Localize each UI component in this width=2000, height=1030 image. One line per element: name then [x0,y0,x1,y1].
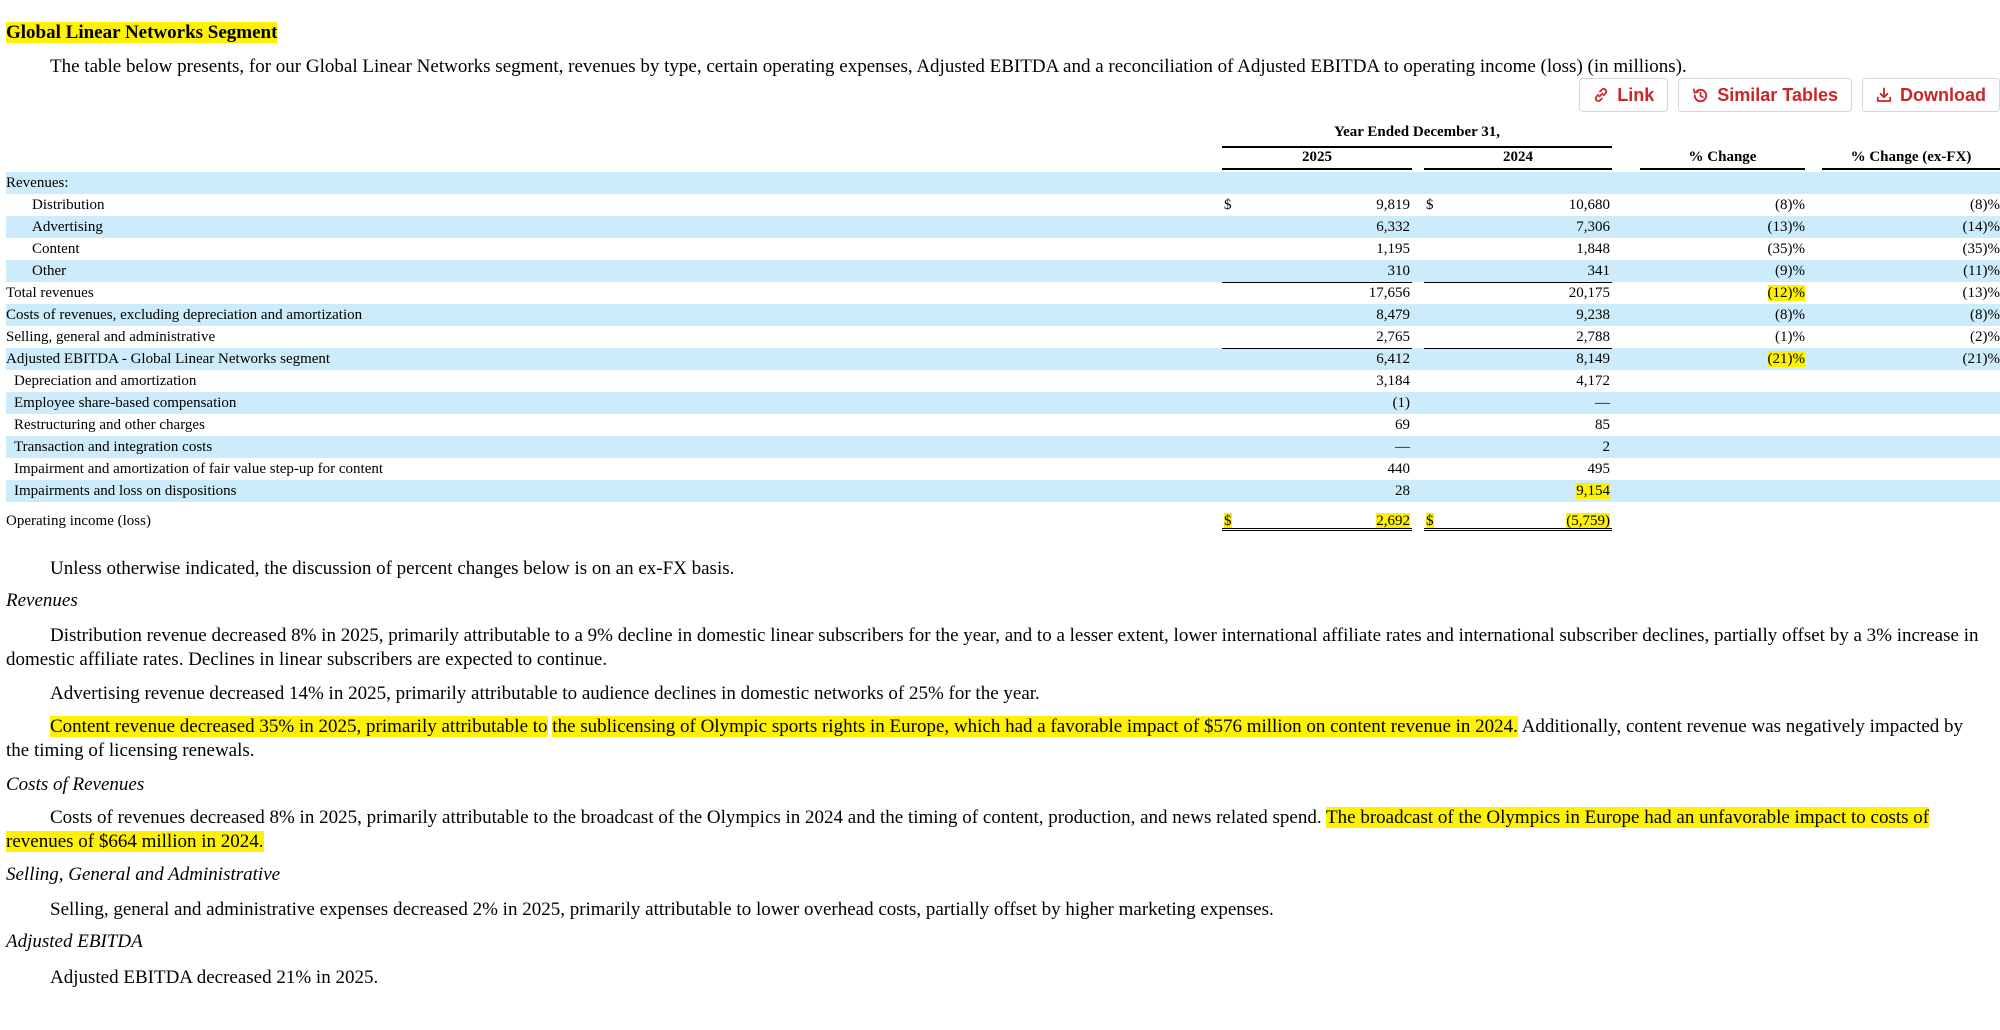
row-label: Other [32,263,67,279]
total-double-rule [1222,528,1412,534]
table-toolbar [1579,78,2000,112]
col-header-change-fx: % Change (ex-FX) [1850,149,1972,165]
table-row [6,392,2000,414]
row-label: Restructuring and other charges [14,417,205,433]
fx-note: Unless otherwise indicated, the discussion of percent changes below is on an ex-FX basis. [50,558,735,579]
ebitda-paragraph: Adjusted EBITDA decreased 21% in 2025. [50,967,379,988]
table-row [6,304,2000,326]
row-label: Adjusted EBITDA - Global Linear Networks segment [6,351,331,367]
value-2024: 9,238 [1576,307,1610,323]
col-header-2024: 2024 [1503,149,1533,165]
distribution-paragraph: Distribution revenue decreased 8% in 2025, primarily attributable to a 9% decline in domestic linear subscribers for the year, and to a lesser extent, lower international affiliate rates and international subscriber declines, partially offset by a 3% increase in domestic affiliate rates. Declines in linear subscribers are expected to continue. [6,625,1979,670]
value-2024: 10,680 [1568,197,1610,213]
value-2024: 2,788 [1576,329,1610,345]
row-label: Impairment and amortization of fair value step-up for content [14,461,384,477]
col-header-rule [1222,168,1412,170]
sga-paragraph: Selling, general and administrative expenses decreased 2% in 2025, primarily attributable to lower overhead costs, partially offset by higher marketing expenses. [50,899,1274,920]
pct-change-fx: (2)% [1970,329,2000,345]
row-label: Costs of revenues, excluding depreciation and amortization [6,307,363,323]
table-row [6,458,2000,480]
row-label: Total revenues [6,285,94,301]
col-header-2025: 2025 [1302,149,1332,165]
row-label: Selling, general and administrative [6,329,216,345]
history-icon [1692,87,1709,104]
link-button-label: Link [1617,84,1655,105]
row-label: Revenues: [6,175,69,191]
similar-tables-button[interactable] [1678,78,1852,112]
pct-change-fx: (35)% [1962,241,2000,257]
subtotal-rule [1222,282,1412,283]
table-row [6,480,2000,502]
pct-change-fx: (21)% [1962,351,2000,367]
currency-symbol: $ [1224,197,1232,213]
subtotal-rule [1424,282,1612,283]
subtotal-rule [1222,348,1412,349]
col-header-change: % Change [1688,149,1757,165]
pct-change-fx: (14)% [1962,219,2000,235]
value-2024: 2 [1602,439,1610,455]
value-2025: 28 [1395,483,1410,499]
col-header-rule [1822,168,2000,170]
pct-change-fx: (8)% [1970,307,2000,323]
value-2025: — [1395,439,1410,455]
period-header: Year Ended December 31, [1333,124,1501,140]
row-label: Impairments and loss on dispositions [14,483,237,499]
total-double-rule [1424,528,1612,534]
value-2025: 6,412 [1376,351,1410,367]
table-row [6,238,2000,260]
link-icon [1593,87,1609,103]
row-label: Advertising [32,219,103,235]
row-label: Content [32,241,80,257]
value-2025: 310 [1387,263,1410,279]
row-label: Operating income (loss) [6,513,151,529]
revenues-heading: Revenues [6,590,78,611]
subtotal-rule [1424,348,1612,349]
currency-symbol: $ [1426,197,1434,213]
costs-heading: Costs of Revenues [6,774,145,795]
pct-change: (12)% [1767,285,1805,301]
value-2025: 17,656 [1368,285,1410,301]
value-2025: 3,184 [1376,373,1410,389]
section-title: Global Linear Networks Segment [6,22,278,43]
table-row [6,194,2000,216]
table-row [6,510,2000,532]
col-header-rule [1424,168,1612,170]
sga-heading: Selling, General and Administrative [6,864,281,885]
table-row [6,436,2000,458]
table-row [6,326,2000,348]
value-2024: 341 [1587,263,1610,279]
value-2024: 495 [1587,461,1610,477]
pct-change-fx: (13)% [1962,285,2000,301]
value-2025: 2,765 [1376,329,1410,345]
download-button-label: Download [1900,84,1986,105]
ebitda-heading: Adjusted EBITDA [6,931,143,952]
period-header-rule [1222,146,1612,148]
section-intro: The table below presents, for our Global Linear Networks segment, revenues by type, certain operating expenses, Adjusted EBITDA and a reconciliation of Adjusted EBITDA to operating income (loss) (in millions). [50,56,1687,77]
advertising-paragraph: Advertising revenue decreased 14% in 2025, primarily attributable to audience declines in domestic networks of 25% for the year. [50,683,1040,704]
currency-symbol: $ [1224,513,1232,529]
value-2024: 9,154 [1576,483,1610,499]
pct-change: (35)% [1767,241,1805,257]
table-row [6,282,2000,304]
row-label: Employee share-based compensation [14,395,237,411]
pct-change: (8)% [1775,197,1805,213]
pct-change: (21)% [1767,351,1805,367]
pct-change: (13)% [1767,219,1805,235]
table-row [6,216,2000,238]
table-row [6,370,2000,392]
pct-change: (8)% [1775,307,1805,323]
link-button[interactable] [1579,78,1668,112]
pct-change-fx: (8)% [1970,197,2000,213]
value-2025: 440 [1387,461,1410,477]
row-label: Depreciation and amortization [14,373,197,389]
value-2024: 85 [1595,417,1610,433]
value-2024: 8,149 [1576,351,1610,367]
table-row [6,260,2000,282]
value-2025: 9,819 [1376,197,1410,213]
pct-change: (1)% [1775,329,1805,345]
row-label: Distribution [32,197,105,213]
value-2025: (1) [1392,395,1410,411]
download-button[interactable] [1862,78,2000,112]
table-row [6,172,2000,194]
content-paragraph: Content revenue decreased 35% in 2025, primarily attributable to the sublicensing of Olympic sports rights in Europe, which had a favorable impact of $576 million on content revenue in 2024. Additionally, content revenue was negatively impacted by the timing of licensing renewals. [6,716,1964,761]
value-2024: 20,175 [1568,285,1610,301]
currency-symbol: $ [1426,513,1434,529]
value-2024: — [1595,395,1610,411]
value-2025: 6,332 [1376,219,1410,235]
value-2024: 7,306 [1576,219,1610,235]
table-row [6,414,2000,436]
table-row [6,348,2000,370]
value-2025: 2,692 [1376,513,1410,529]
costs-paragraph: Costs of revenues decreased 8% in 2025, primarily attributable to the broadcast of the Olympics in 2024 and the timing of content, production, and news related spend. The broadcast of the Olympics in Europe had an unfavorable impact to costs of revenues of $664 million in 2024. [6,807,1930,852]
value-2024: 4,172 [1576,373,1610,389]
value-2024: (5,759) [1566,513,1610,529]
similar-tables-button-label: Similar Tables [1717,84,1838,105]
value-2025: 8,479 [1376,307,1410,323]
pct-change: (9)% [1775,263,1805,279]
value-2025: 69 [1395,417,1410,433]
download-icon [1876,87,1892,103]
value-2024: 1,848 [1576,241,1610,257]
row-label: Transaction and integration costs [14,439,213,455]
pct-change-fx: (11)% [1963,263,2000,279]
col-header-rule [1640,168,1805,170]
value-2025: 1,195 [1376,241,1410,257]
